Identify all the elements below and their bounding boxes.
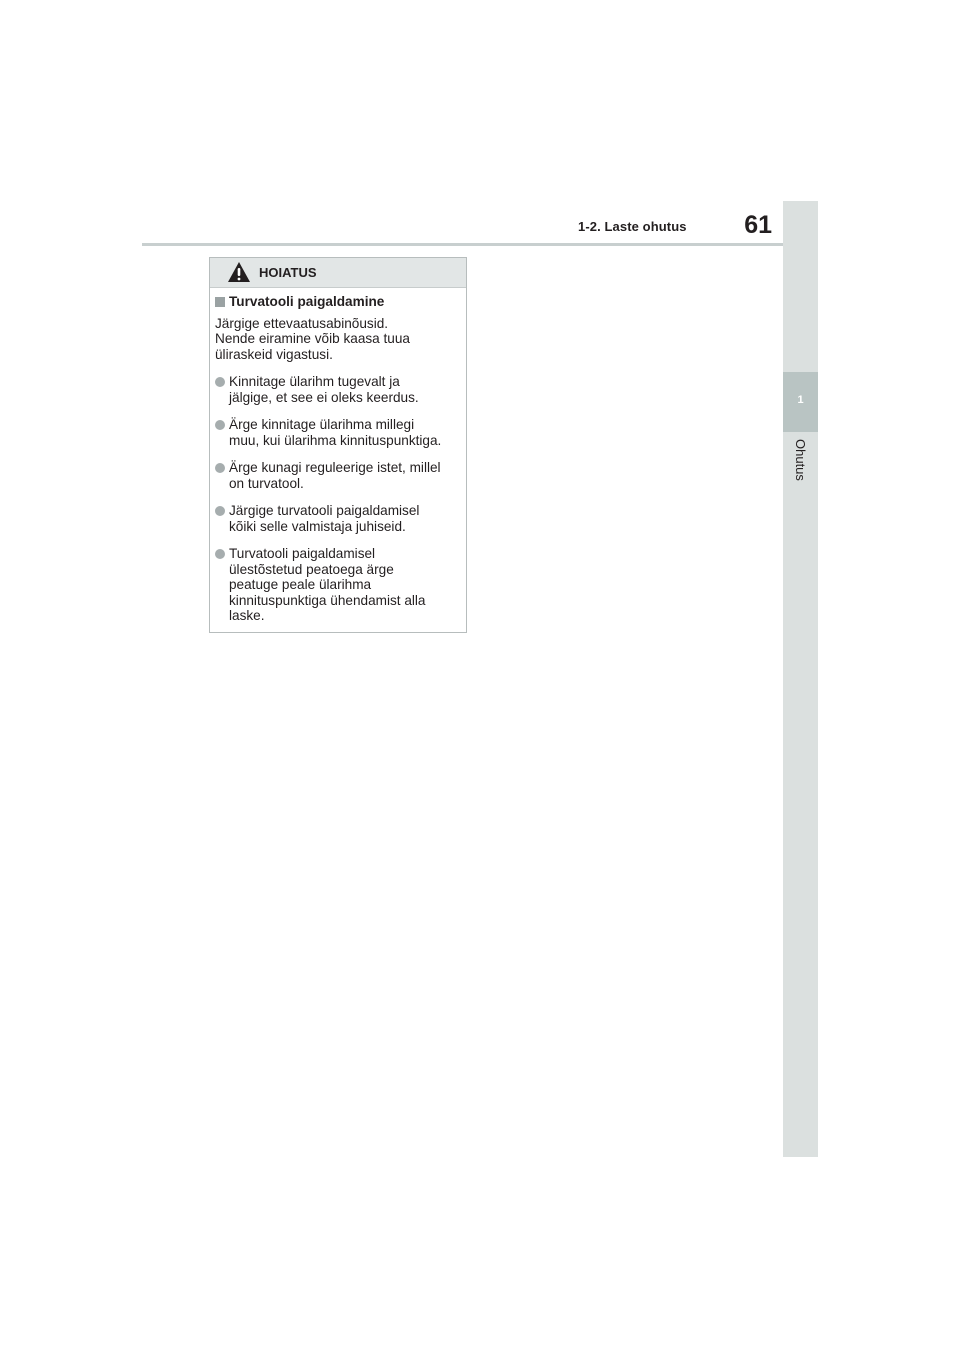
chapter-label: Ohutus (793, 439, 808, 481)
warning-bullet (215, 417, 460, 448)
bullet-text (229, 417, 460, 448)
bullet-text (229, 546, 460, 624)
intro-line: Järgige ettevaatusabinõusid. (215, 315, 389, 331)
square-bullet-icon (215, 297, 225, 307)
warning-intro (215, 316, 460, 363)
warning-bullet (215, 503, 460, 534)
bullet-line: Kinnitage ülarihm tugevalt ja (229, 374, 400, 389)
bullet-text (229, 503, 460, 534)
bullet-line: Turvatooli paigaldamisel (229, 546, 376, 561)
bullet-line: on turvatool. (229, 475, 304, 491)
round-bullet-icon (215, 506, 225, 516)
warning-header (210, 258, 466, 288)
page-number: 61 (744, 211, 772, 239)
bullet-text (229, 374, 460, 405)
warning-triangle-icon (227, 261, 251, 283)
chapter-side-tab (783, 201, 818, 1157)
round-bullet-icon (215, 420, 225, 430)
bullet-line: Ärge kunagi reguleerige istet, millel (229, 460, 441, 475)
bullet-line: Järgige turvatooli paigaldamisel (229, 503, 420, 518)
warning-bullet (215, 546, 460, 624)
warning-bullet (215, 460, 460, 491)
warning-content (210, 288, 466, 624)
bullet-line: laske. (229, 608, 265, 623)
header-divider (142, 243, 783, 246)
section-title: 1-2. Laste ohutus (578, 219, 687, 234)
chapter-number: 1 (797, 394, 804, 406)
warning-subheading-text: Turvatooli paigaldamine (229, 294, 385, 309)
round-bullet-icon (215, 463, 225, 473)
warning-bullet (215, 374, 460, 405)
bullet-line: peatuge peale ülarihma (229, 577, 372, 592)
bullet-text (229, 460, 460, 491)
bullet-line: jälgige, et see ei oleks keerdus. (229, 389, 419, 405)
intro-line: Nende eiramine võib kaasa tuua (215, 331, 410, 346)
bullet-line: muu, kui ülarihma kinnituspunktiga. (229, 432, 442, 448)
bullet-line: ülestõstetud peatoega ärge (229, 561, 394, 577)
bullet-line: kinnituspunktiga ühendamist alla (229, 592, 426, 608)
warning-subheading (215, 294, 460, 310)
bullet-line: Ärge kinnitage ülarihma millegi (229, 417, 415, 432)
round-bullet-icon (215, 549, 225, 559)
round-bullet-icon (215, 377, 225, 387)
bullet-line: kõiki selle valmistaja juhiseid. (229, 518, 406, 534)
warning-box (209, 257, 467, 633)
intro-line: üliraskeid vigastusi. (215, 346, 333, 362)
warning-title: HOIATUS (259, 265, 317, 280)
